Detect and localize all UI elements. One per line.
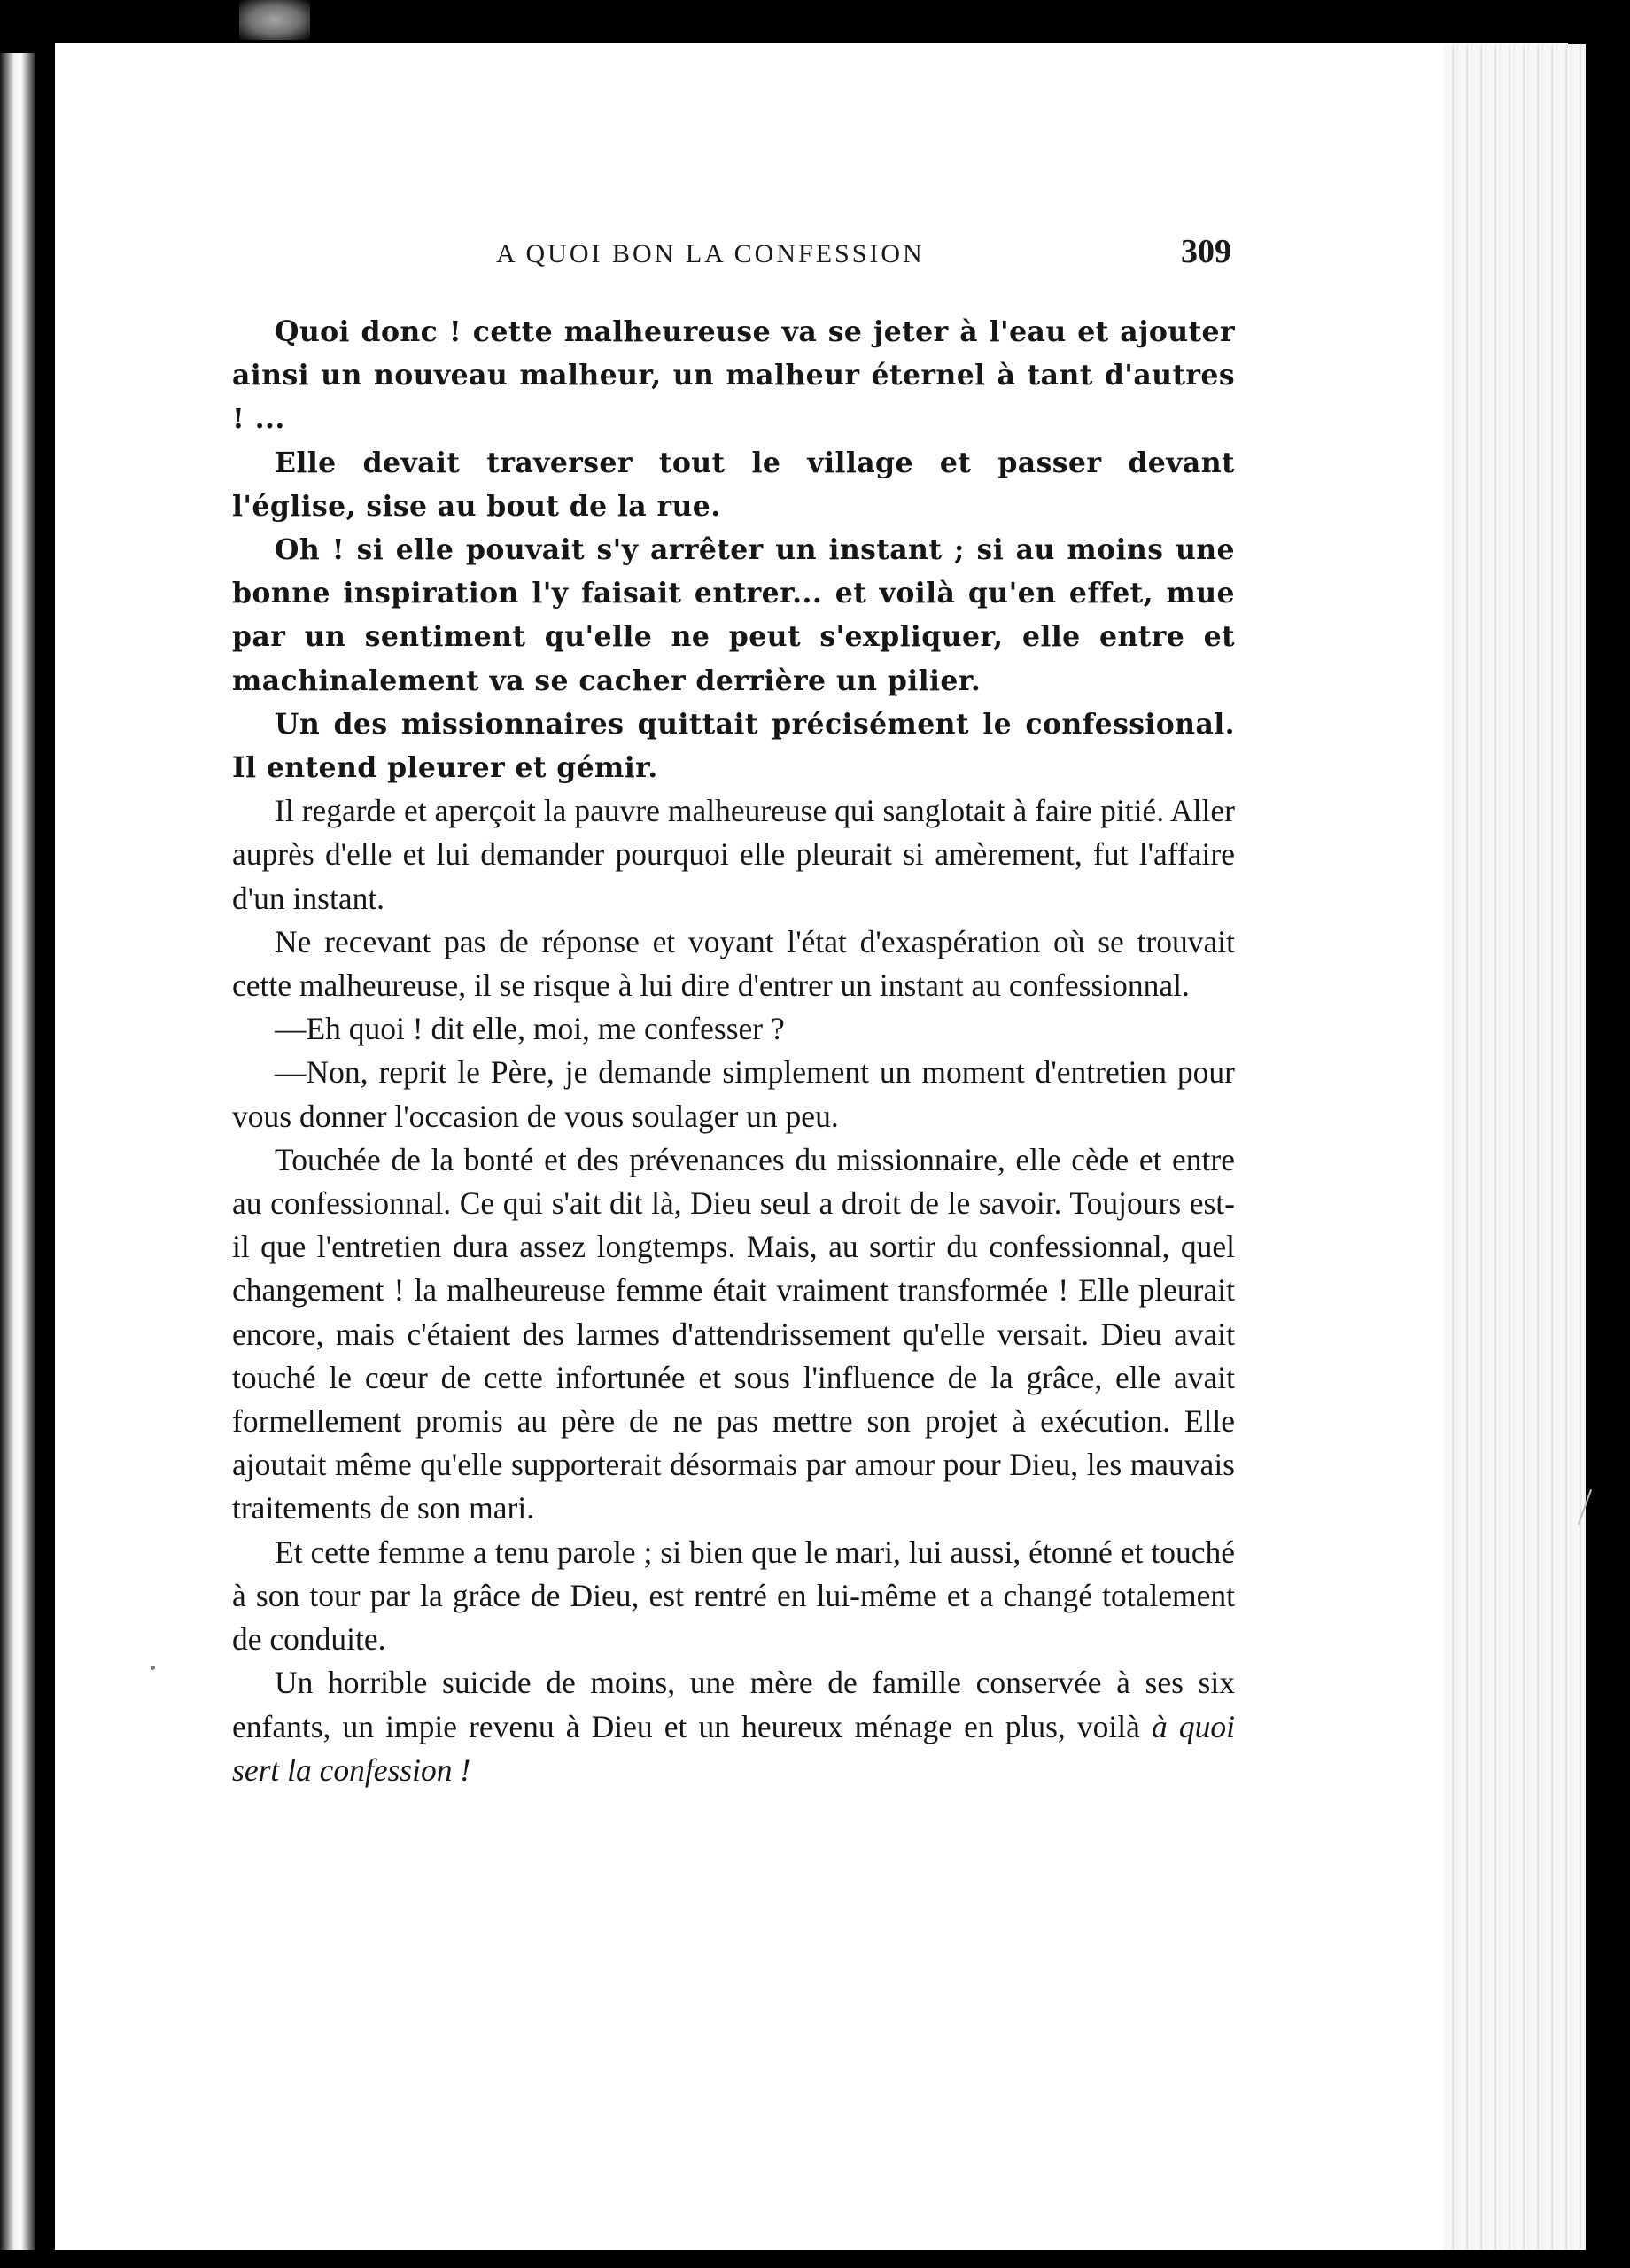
final-paragraph-text: Un horrible suicide de moins, une mère de famille conservée à ses six enfants, un impie revenu à Dieu et un heureux ménage en plus, voilà xyxy=(232,1665,1235,1744)
page-header xyxy=(496,232,1231,273)
paragraph: Un des missionnaires quittait précisément le confessional. Il entend pleurer et gémir. xyxy=(232,707,1235,785)
dialogue-line: —Non, reprit le Père, je demande simplement un moment d'entretien pour vous donner l'occasion de vous soulager un peu. xyxy=(232,1054,1235,1134)
dialogue-line: —Eh quoi ! dit elle, moi, me confesser ? xyxy=(275,1011,785,1047)
paragraph: Elle devait traverser tout le village et passer devant l'église, sise au bout de la rue. xyxy=(232,446,1235,523)
final-paragraph-italic: à quoi sert la confession ! xyxy=(232,1708,1235,1788)
paragraph: Et cette femme a tenu parole ; si bien que le mari, lui aussi, étonné et touché à son tour par la grâce de Dieu, est rentré en lui-même et a changé totalement de conduite. xyxy=(232,1534,1235,1658)
paragraph: Touchée de la bonté et des prévenances du missionnaire, elle cède et entre au confessionnal. Ce qui s'ait dit là, Dieu seul a droit de le savoir. Toujours est-il que l'entretien dura assez longtemps. Mais, au sortir du confessionnal, quel changement ! la malheureuse femme était vraiment transformée ! Elle pleurait encore, mais c'étaient des larmes d'attendrissement qu'elle versait. Dieu avait touché le cœur de cette infortunée et sous l'influence de la grâce, elle avait formellement promis au père de ne pas mettre son projet à exécution. Elle ajoutait même qu'elle supporterait désormais par amour pour Dieu, les mauvais traitements de son mari. xyxy=(232,1141,1235,1526)
paragraph: Ne recevant pas de réponse et voyant l'état d'exaspération où se trouvait cette malheureuse, il se risque à lui dire d'entrer un instant au confessionnal. xyxy=(232,923,1235,1004)
paragraph: Oh ! si elle pouvait s'y arrêter un instant ; si au moins une bonne inspiration l'y faisait entrer... et voilà qu'en effet, mue par un sentiment qu'elle ne peut s'expliquer, elle entre et machinalement va se cacher derrière un pilier. xyxy=(232,533,1235,697)
page-stack-edges xyxy=(1444,44,1586,2250)
scan-smudge xyxy=(239,0,310,40)
running-title: A QUOI BON LA CONFESSION xyxy=(496,239,925,268)
margin-speck xyxy=(151,1666,155,1670)
final-paragraph xyxy=(232,1661,1235,1792)
page-number: 309 xyxy=(1181,233,1231,270)
adjacent-page-edge xyxy=(0,53,35,2250)
paragraph: Quoi donc ! cette malheureuse va se jeter à l'eau et ajouter ainsi un nouveau malheur, un malheur éternel à tant d'autres ! ... xyxy=(232,315,1235,436)
page-body xyxy=(232,310,1235,1792)
paragraph: Il regarde et aperçoit la pauvre malheureuse qui sanglotait à faire pitié. Aller auprès d'elle et lui demander pourquoi elle pleurait si amèrement, fut l'affaire d'un instant. xyxy=(232,793,1235,916)
